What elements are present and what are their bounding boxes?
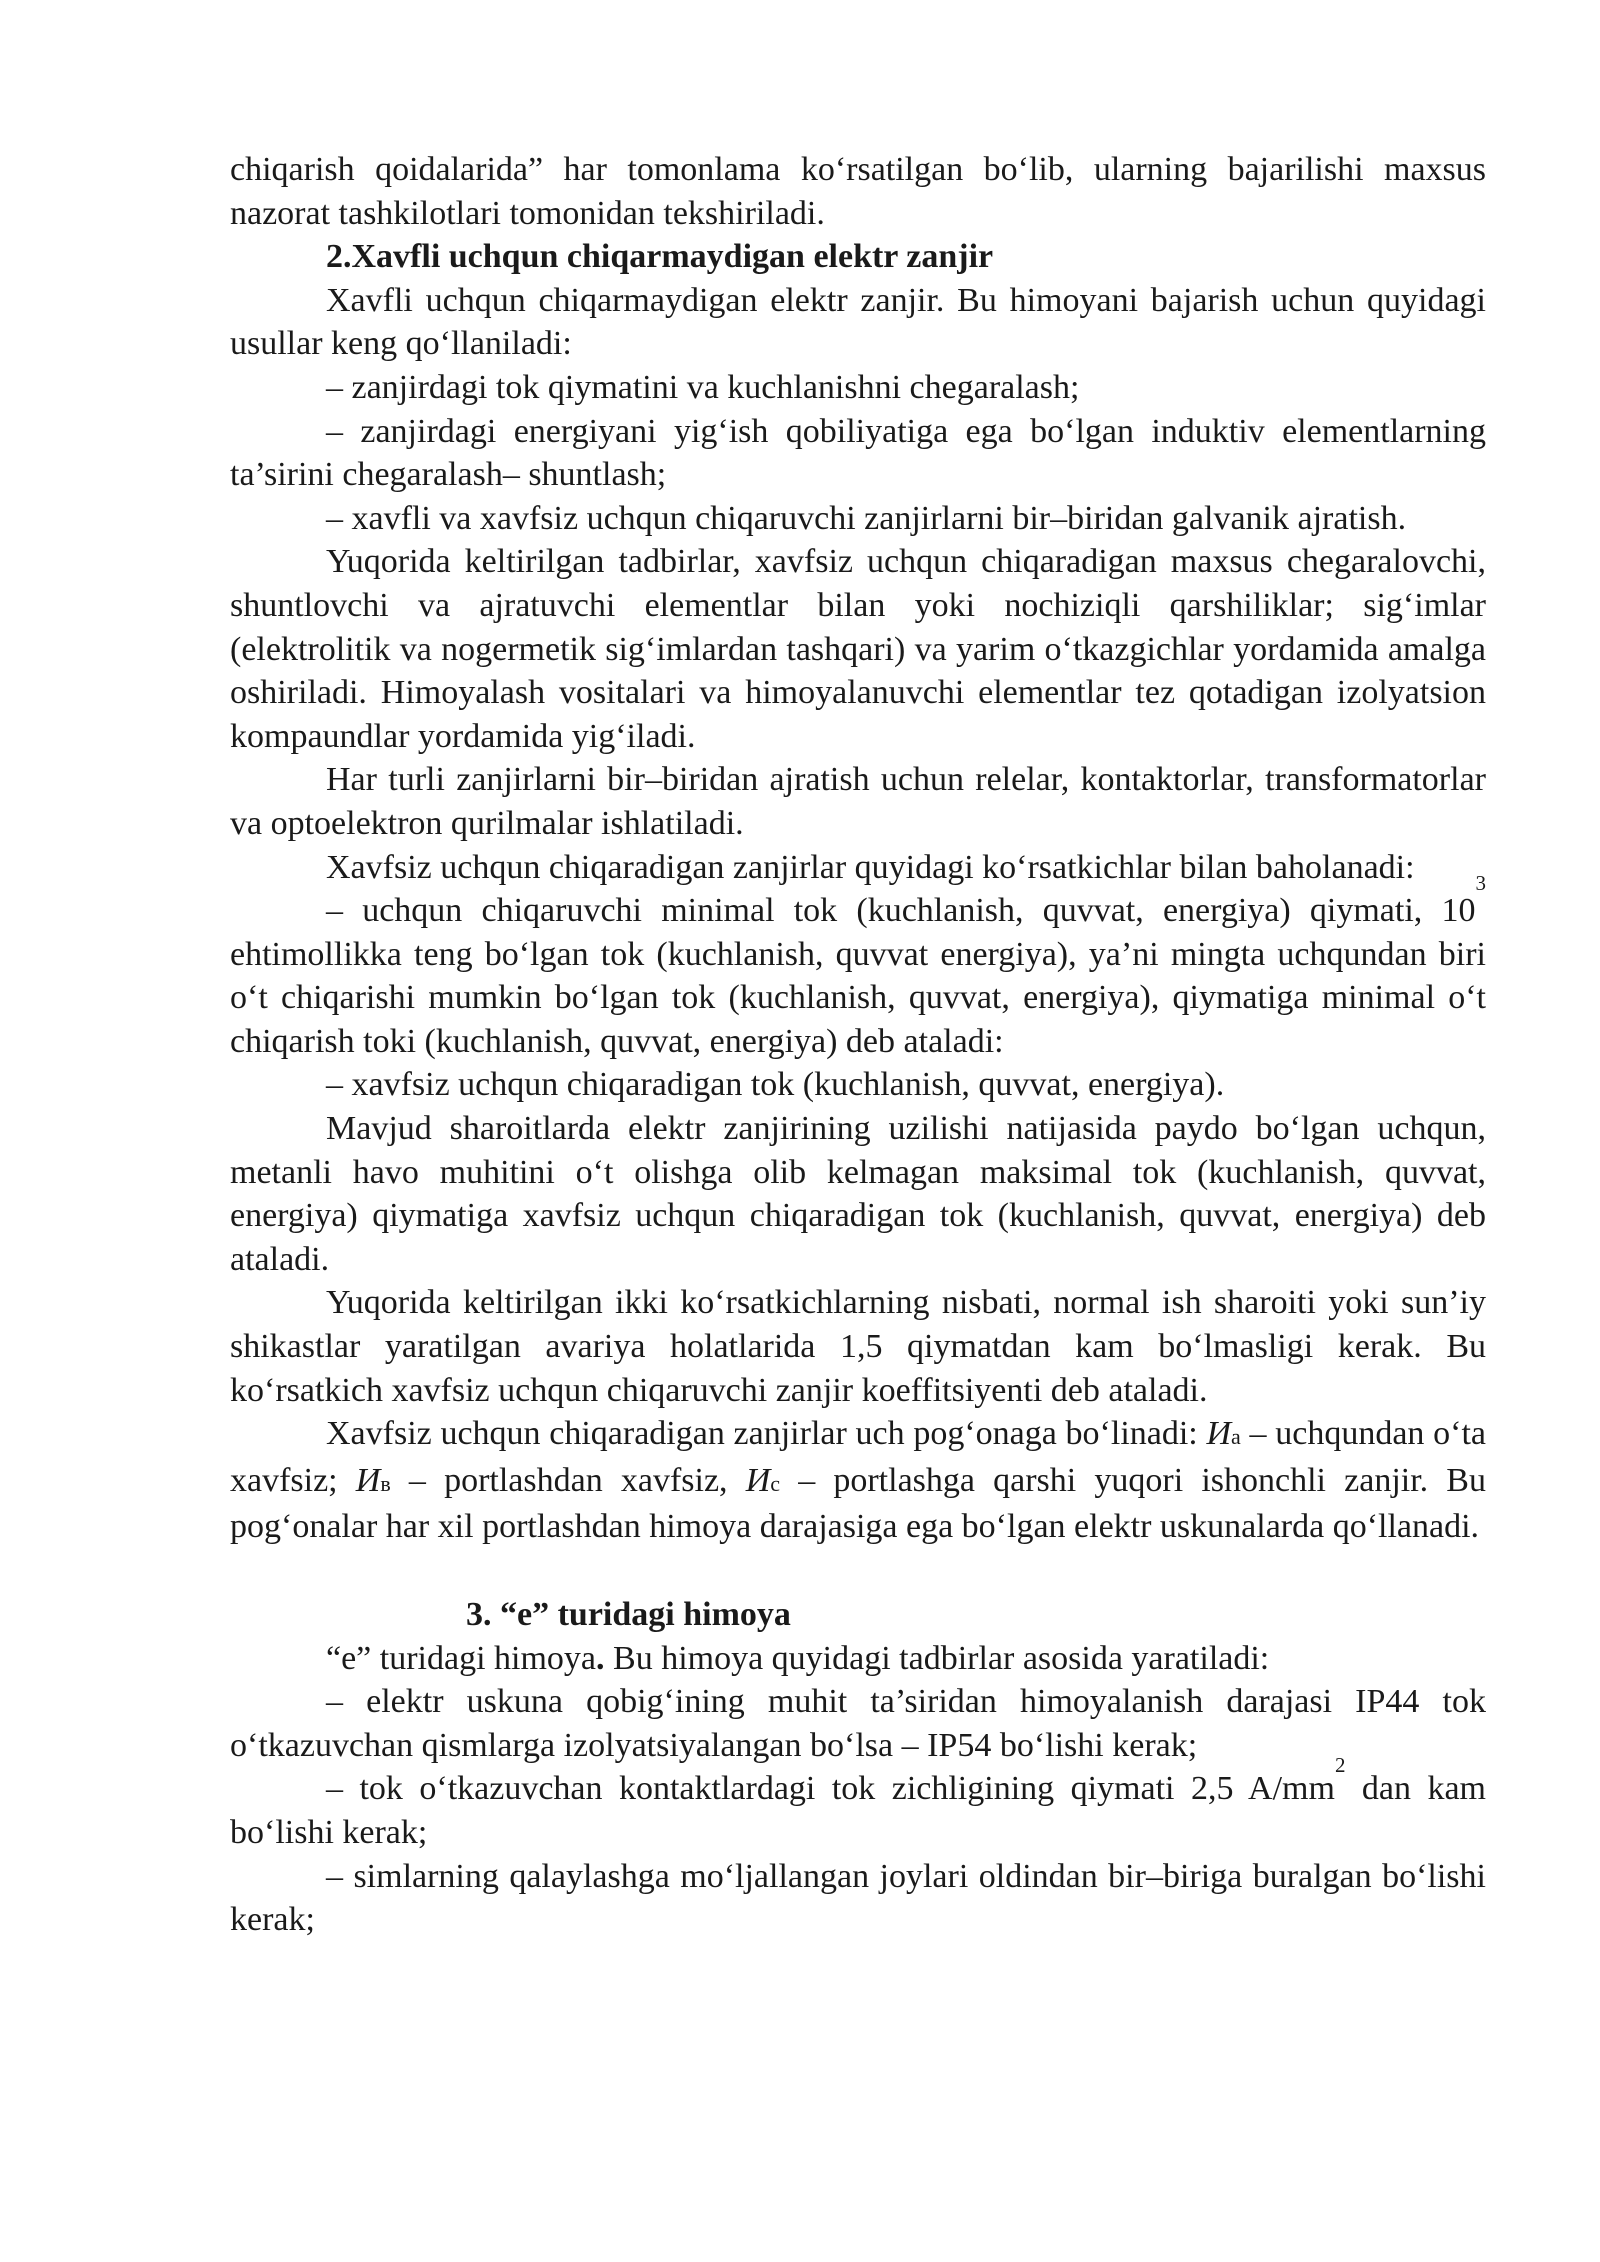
paragraph-ratio: Yuqorida keltirilgan ikki ko‘rsatkichlarning nisbati, normal ish sharoiti yoki sun’iy shikastlar yaratilgan avariya holatlarida 1,5 qiymatdan kam bo‘lmasligi kerak. Bu ko‘rsatkich xavfsiz uchqun chiqaruvchi zanjir koeffitsiyenti deb ataladi.: [230, 1284, 1486, 1409]
list-item: – xavfli va xavfsiz uchqun chiqaruvchi zanjirlarni bir–biridan galvanik ajratish.: [326, 499, 1407, 537]
paragraph-relays: Har turli zanjirlarni bir–biridan ajratish uchun relelar, kontaktorlar, transformatorlar va optoelektron qurilmalar ishlatiladi.: [230, 761, 1486, 842]
list-item-safe-current: – xavfsiz uchqun chiqaradigan tok (kuchlanish, quvvat, energiya).: [326, 1066, 1225, 1104]
list-item-ip-rating: – elektr uskuna qobig‘ining muhit ta’siridan himoyalanish darajasi IP44 tok o‘tkazuvchan qismlarga izolyatsiyalangan bo‘lsa – IP54 bo‘lishi kerak;: [230, 1683, 1486, 1764]
level-subscript: а: [1231, 1424, 1241, 1450]
text-run: dan kam bo‘lishi kerak;: [230, 1770, 1486, 1851]
text-run: .: [596, 1639, 605, 1677]
list-item-current-density: [230, 1753, 1486, 1854]
text-run: Xavfsiz uchqun chiqaradigan zanjirlar uch pog‘onaga bo‘linadi:: [326, 1415, 1207, 1453]
text-run: – portlashga qarshi yuqori ishonchli zanjir. Bu pog‘onalar har xil portlashdan himoya darajasiga ega bo‘lgan elektr uskunalarda qo‘llanadi.: [230, 1461, 1486, 1546]
text-run: ehtimollikka teng bo‘lgan tok (kuchlanish, quvvat energiya), ya’ni mingta uchqundan biri o‘t chiqarishi mumkin bo‘lgan tok (kuchlanish, quvvat, energiya), qiymatiga minimal o‘t chiqarish toki (kuchlanish, quvvat, energiya) deb ataladi:: [230, 935, 1486, 1060]
paragraph-existing-conditions: Mavjud sharoitlarda elektr zanjirining uzilishi natijasida paydo bo‘lgan uchqun, metanli havo muhitini o‘t olishga olib kelmagan maksimal tok (kuchlanish, quvvat, energiya) qiymatiga xavfsiz uchqun chiqaradigan tok (kuchlanish, quvvat, energiya) deb ataladi.: [230, 1110, 1486, 1278]
text-run: – portlashdan xavfsiz,: [390, 1461, 746, 1499]
paragraph-measures: Yuqorida keltirilgan tadbirlar, xavfsiz uchqun chiqaradigan maxsus chegaralovchi, shuntlovchi va ajratuvchi elementlar bilan yoki nochiziqli qarshiliklar; sig‘imlar (elektrolitik va nogermetik sig‘imlardan tashqari) va yarim o‘tkazgichlar yordamida amalga oshiriladi. Himoyalash vositalari va himoyalanuvchi elementlar tez qotadigan izolyatsion kompaundlar yordamida yig‘iladi.: [230, 543, 1486, 755]
text-run: – uchqun chiqaruvchi minimal tok (kuchlanish, quvvat, energiya) qiymati, 10: [326, 892, 1476, 930]
blank-line: [230, 1549, 1486, 1593]
superscript: 2: [1334, 1753, 1346, 1778]
text-run: “e” turidagi himoya: [326, 1639, 597, 1677]
superscript: 3: [1475, 871, 1486, 896]
paragraph-indicators: Xavfsiz uchqun chiqaradigan zanjirlar quyidagi ko‘rsatkichlar bilan baholanadi:: [326, 848, 1415, 886]
document-page: [230, 148, 1486, 1942]
text-run: – tok o‘tkazuvchan kontaktlardagi tok zichligining qiymati 2,5 A/mm: [326, 1770, 1335, 1808]
paragraph-levels: [230, 1412, 1486, 1549]
list-item-wires: – simlarning qalaylashga mo‘ljallangan joylari oldindan bir–biriga buralgan bo‘lishi kerak;: [230, 1857, 1486, 1939]
section-3-intro: [230, 1637, 1486, 1681]
level-subscript: с: [770, 1470, 781, 1496]
level-symbol: И: [355, 1461, 381, 1499]
paragraph-continuation: chiqarish qoidalarida” har tomonlama ko‘rsatilgan bo‘lib, ularning bajarilishi maxsus nazorat tashkilotlari tomonidan tekshiriladi.: [230, 151, 1486, 232]
section-3-heading: 3. “e” turidagi himoya: [466, 1596, 791, 1633]
text-run: – uchqundan o‘ta xavfsiz;: [230, 1415, 1487, 1499]
section-2-intro: Xavfli uchqun chiqarmaydigan elektr zanjir. Bu himoyani bajarish uchun quyidagi usullar keng qo‘llaniladi:: [230, 281, 1486, 363]
section-2-heading: 2.Xavfli uchqun chiqarmaydigan elektr zanjir: [326, 238, 994, 276]
level-symbol: И: [745, 1461, 771, 1499]
list-item: – zanjirdagi energiyani yig‘ish qobiliyatiga ega bo‘lgan induktiv elementlarning ta’sirini chegaralash– shuntlash;: [230, 412, 1486, 494]
list-item-minimal-current: [230, 871, 1486, 1063]
level-subscript: в: [380, 1470, 391, 1496]
level-symbol: И: [1206, 1415, 1232, 1453]
list-item: – zanjirdagi tok qiymatini va kuchlanishni chegaralash;: [326, 368, 1080, 406]
text-run: Bu himoya quyidagi tadbirlar asosida yaratiladi:: [604, 1639, 1270, 1677]
